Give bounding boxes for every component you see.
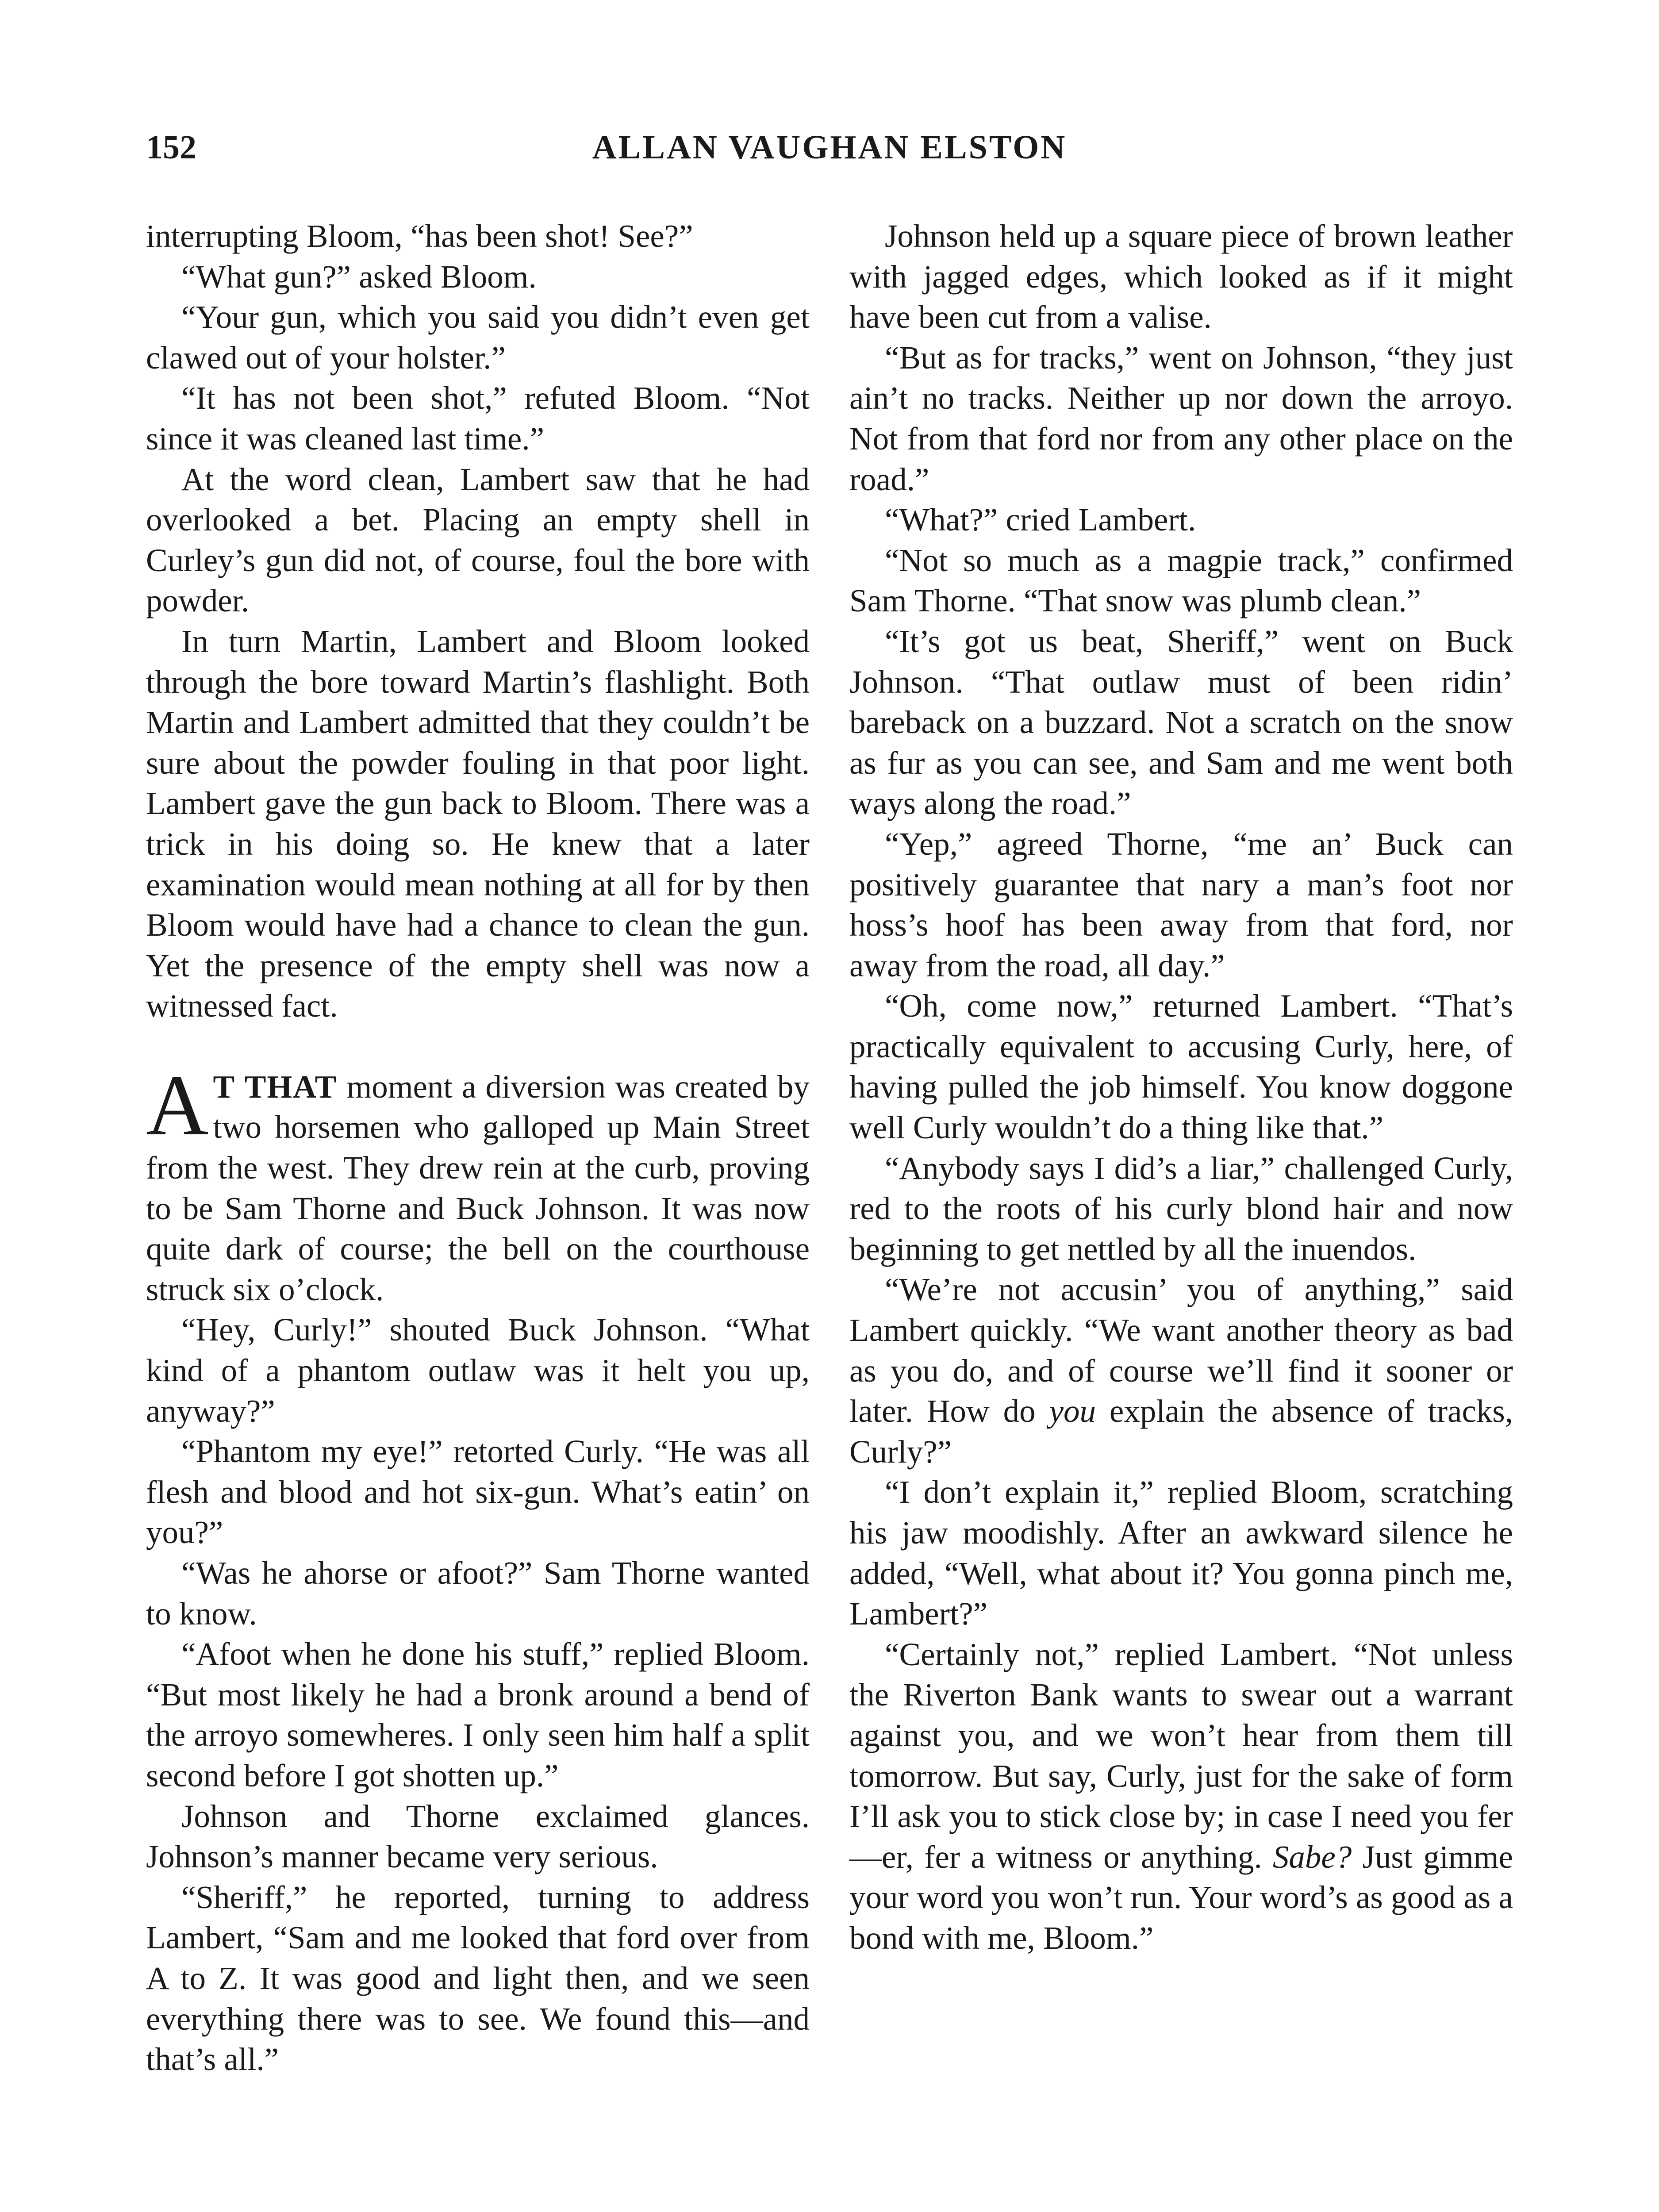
paragraph: [849, 1634, 1513, 1959]
paragraph: “I don’t explain it,” replied Bloom, scratching his jaw moodishly. After an awkward silence he added, “Well, what about it? You gonna pinch me, Lambert?”: [849, 1474, 1513, 1632]
paragraph: “What gun?” asked Bloom.: [181, 258, 537, 295]
paragraph: In turn Martin, Lambert and Bloom looked through the bore toward Martin’s flashlight. Both Martin and Lambert admitted that they couldn’t be sure about the powder fouling in that poor light. Lambert gave the gun back to Bloom. There was a trick in his doing so. He knew that a later examination would mean nothing at all for by then Bloom would have had a chance to clean the gun. Yet the presence of the empty shell was now a witnessed fact.: [146, 623, 810, 1024]
paragraph: “Yep,” agreed Thorne, “me an’ Buck can positively guarantee that nary a man’s foot nor hoss’s hoof has been away from that ford, nor away from the road, all day.”: [849, 826, 1513, 983]
paragraph: [849, 1269, 1513, 1472]
paragraph: “Afoot when he done his stuff,” replied Bloom. “But most likely he had a bronk around a bend of the arroyo somewheres. I only seen him half a split second before I got shotten up.”: [146, 1636, 810, 1793]
paragraph-text: explain the absence of tracks, Curly?”: [849, 1393, 1513, 1470]
section-opening-text: moment a diversion was created by two horsemen who galloped up Main Street from the west. They drew rein at the curb, proving to be Sam Thorne and Buck Johnson. It was now quite dark of course; the bell on the courthouse struck six o’clock.: [146, 1068, 810, 1307]
running-head: ALLAN VAUGHAN ELSTON: [592, 129, 1067, 166]
paragraph: “Oh, come now,” returned Lambert. “That’s practically equivalent to accusing Curly, here, of having pulled the job himself. You know doggone well Curly wouldn’t do a thing like that.”: [849, 988, 1513, 1146]
paragraph: “It has not been shot,” refuted Bloom. “Not since it was cleaned last time.”: [146, 380, 810, 457]
paragraph: “What?” cried Lambert.: [885, 502, 1196, 538]
paragraph: Johnson and Thorne exclaimed glances. Johnson’s manner became very serious.: [146, 1798, 810, 1875]
paragraph: “It’s got us beat, Sheriff,” went on Buck Johnson. “That outlaw must of been ridin’ bareback on a buzzard. Not a scratch on the snow as fur as you can see, and Sam and me went both ways along the road.”: [849, 623, 1513, 822]
paragraph: “Sheriff,” he reported, turning to address Lambert, “Sam and me looked that ford over from A to Z. It was good and light then, and we seen everything there was to see. We found this—and that’s all.”: [146, 1879, 810, 2078]
paragraph-text: “Certainly not,” replied Lambert. “Not unless the Riverton Bank wants to swear out a warrant against you, and we won’t hear from them till tomorrow. But say, Curly, just for the sake of form I’ll ask you to stick close by; in case I need you fer—er, fer a witness or anything.: [849, 1636, 1513, 1875]
right-column: [849, 216, 1513, 1959]
paragraph: Johnson held up a square piece of brown leather with jagged edges, which looked as if it might have been cut from a valise.: [849, 218, 1513, 335]
page-number: 152: [146, 129, 196, 166]
section-lead-words: T THAT: [213, 1068, 338, 1105]
paragraph-text: “We’re not accusin’ you of anything,” said Lambert quickly. “We want another theory as bad as you do, and of course we’ll find it sooner or later. How do: [849, 1271, 1513, 1429]
paragraph: “Phantom my eye!” retorted Curly. “He was all flesh and blood and hot six-gun. What’s eatin’ on you?”: [146, 1433, 810, 1551]
section-opening-paragraph: [146, 1057, 810, 1310]
paragraph: “Not so much as a magpie track,” confirmed Sam Thorne. “That snow was plumb clean.”: [849, 542, 1513, 619]
left-column: [146, 216, 810, 2080]
paragraph: “Hey, Curly!” shouted Buck Johnson. “What kind of a phantom outlaw was it helt you up, anyway?”: [146, 1312, 810, 1429]
emphasis: you: [1049, 1393, 1096, 1429]
emphasis: Sabe?: [1272, 1839, 1352, 1875]
paragraph: “Your gun, which you said you didn’t even get clawed out of your holster.”: [146, 299, 810, 376]
paragraph: interrupting Bloom, “has been shot! See?”: [146, 218, 693, 254]
paragraph: “Was he ahorse or afoot?” Sam Thorne wanted to know.: [146, 1555, 810, 1632]
paragraph-text: Just gimme your word you won’t run. Your word’s as good as a bond with me, Bloom.”: [849, 1839, 1513, 1956]
drop-cap: A: [146, 1057, 209, 1153]
paragraph: “But as for tracks,” went on Johnson, “they just ain’t no tracks. Neither up nor down the arroyo. Not from that ford nor from any other place on the road.”: [849, 339, 1513, 497]
paragraph: At the word clean, Lambert saw that he had overlooked a bet. Placing an empty shell in Curley’s gun did not, of course, foul the bore with powder.: [146, 461, 810, 619]
paragraph: “Anybody says I did’s a liar,” challenged Curly, red to the roots of his curly blond hair and now beginning to get nettled by all the inuendos.: [849, 1150, 1513, 1267]
page-header: [146, 128, 1513, 177]
